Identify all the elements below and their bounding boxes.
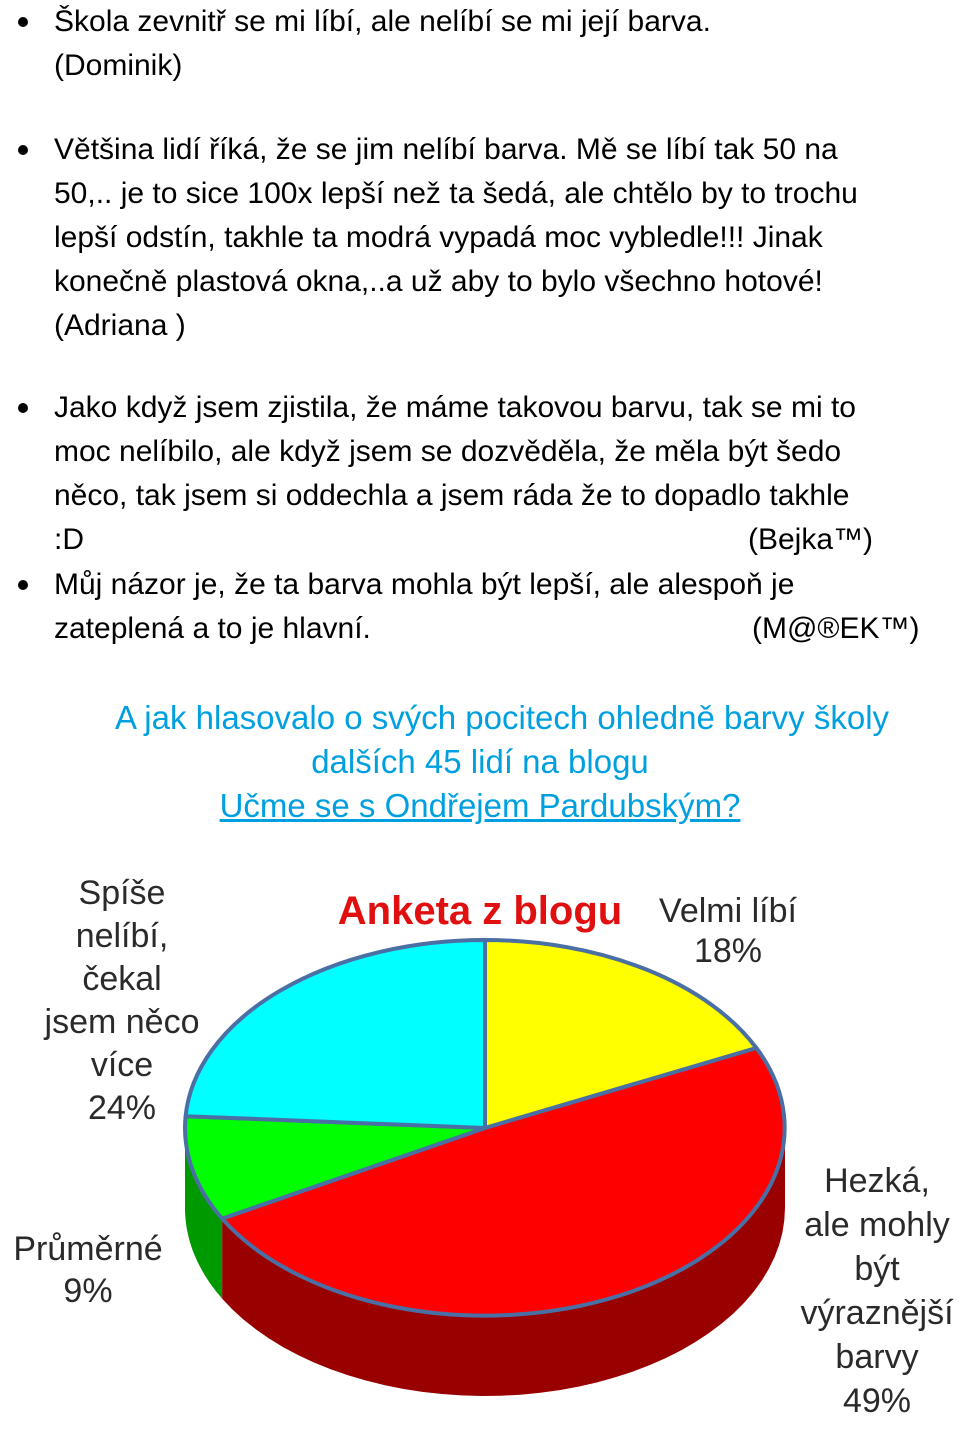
slice-label-line: 24%	[87, 1089, 157, 1127]
comment-adriana	[54, 128, 944, 348]
slice-label-1	[800, 1162, 954, 1420]
comment-signature: (Bejka™)	[748, 523, 874, 556]
comment-line: Škola zevnitř se mi líbí, ale nelíbí se mi její barva.	[54, 5, 711, 38]
slice-label-line: 9%	[63, 1272, 113, 1310]
comment-line: lepší odstín, takhle ta modrá vypadá moc vybledle!!! Jinak	[54, 221, 823, 254]
slice-label-line: být	[854, 1250, 900, 1288]
pie-chart	[0, 860, 960, 1435]
pie-slice-3	[186, 940, 485, 1128]
comment-line: Můj názor je, že ta barva mohla být lepší, ale alespoň je	[54, 568, 795, 601]
slice-label-line: Spíše	[78, 874, 166, 912]
comment-line: Jako když jsem zjistila, že máme takovou barvu, tak se mi to	[54, 391, 856, 424]
comment-line: moc nelíbilo, ale když jsem se dozvěděla, že měla být šedo	[54, 435, 842, 468]
slice-label-line: nelíbí,	[75, 917, 169, 955]
comment-line: (Adriana )	[54, 309, 186, 342]
slice-label-line: 49%	[842, 1382, 912, 1420]
comment-line: zateplená a to je hlavní.	[54, 612, 371, 645]
headline-line-1: A jak hlasovalo o svých pocitech ohledně barvy školy	[114, 699, 890, 736]
comment-line: něco, tak jsem si oddechla a jsem ráda že to dopadlo takhle	[54, 479, 850, 512]
slice-label-line: barvy	[835, 1338, 919, 1376]
comment-bejka	[54, 386, 944, 562]
bullet-icon	[18, 403, 28, 413]
comment-line: :D	[54, 523, 84, 556]
bullet-icon	[18, 580, 28, 590]
slice-label-3	[44, 874, 200, 1127]
slice-label-line: výraznější	[800, 1294, 954, 1332]
comment-line: Většina lidí říká, že se jim nelíbí barva. Mě se líbí tak 50 na	[54, 133, 838, 166]
slice-label-line: čekal	[82, 960, 162, 998]
chart-title: Anketa z blogu	[337, 889, 623, 933]
comment-line: konečně plastová okna,..a už aby to bylo všechno hotové!	[54, 265, 823, 298]
poll-chart	[0, 860, 960, 1435]
slice-label-0	[659, 892, 797, 970]
comment-dominik	[54, 0, 944, 88]
slice-label-line: 18%	[693, 932, 763, 970]
poll-headline	[0, 696, 960, 828]
headline-line-2: dalších 45 lidí na blogu	[311, 743, 649, 780]
comment-marek	[54, 563, 944, 651]
comment-line: (Dominik)	[54, 49, 183, 82]
comment-signature: (M@®EK™)	[752, 612, 920, 645]
slice-label-line: Velmi líbí	[659, 892, 797, 930]
blog-link[interactable]: Učme se s Ondřejem Pardubským?	[219, 787, 741, 824]
slice-label-line: ale mohly	[804, 1206, 950, 1244]
slice-label-line: Průměrné	[13, 1230, 163, 1268]
bullet-icon	[18, 145, 28, 155]
slice-label-line: jsem něco	[44, 1003, 200, 1041]
bullet-icon	[18, 17, 28, 27]
comment-line: 50,.. je to sice 100x lepší než ta šedá, ale chtělo by to trochu	[54, 177, 858, 210]
slice-label-line: Hezká,	[824, 1162, 930, 1200]
slice-label-line: více	[90, 1046, 154, 1084]
slice-label-2	[13, 1230, 162, 1310]
